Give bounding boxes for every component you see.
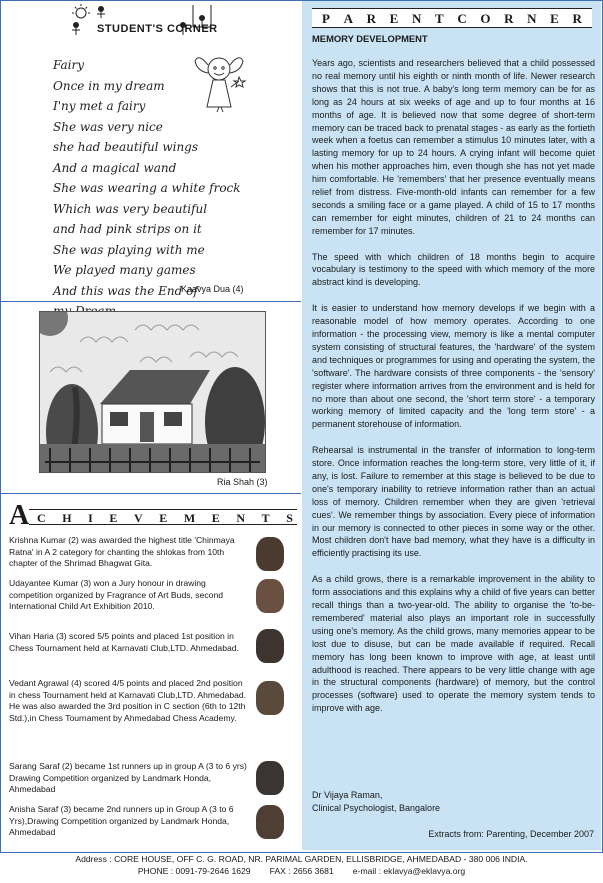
heading-letter: C: [37, 511, 46, 525]
heading-letter: E: [550, 11, 559, 26]
author-name: Dr Vijaya Raman,: [312, 790, 383, 800]
article-paragraph: Years ago, scientists and researchers believed that a child possessed no real memory until his eighth or ninth month of life. Newer research shows that this is not true. A baby's long term memory can be for as long as 24 hours at six weeks of age and up to four months at 16 months of age. It is believed now that some degree of short-term memory can be traced back to prenatal stages - as early as the fortieth week when a foetus can remember a stimulus 10 minutes later, with a lasting memory for up to 24 hours. A crying infant will become quiet when his mother approaches him, even though she has not yet made him comfortable. He 'remembers' that her presence eventually means relief from distress. Five-month-old infants can remember for a few seconds a smiling face or a game played. A child of 15 to 17 months can remember for eight minutes, children of 21 to 24 months can remember for 17 minutes.: [312, 58, 595, 236]
heading-letter: S: [286, 511, 293, 525]
student-photo: [256, 629, 284, 663]
author-title: Clinical Psychologist, Bangalore: [312, 803, 441, 813]
poem-credit: Kaavya Dua (4): [181, 284, 244, 294]
achievement-item: Sarang Saraf (2) became 1st runners up in group A (3 to 6 yrs) Drawing Competition organized by Landmark Honda, Ahmedabad: [9, 761, 247, 795]
poem-line: She was wearing a white frock: [53, 181, 241, 195]
article-body: [312, 57, 595, 728]
poem-line: And a magical wand: [53, 160, 177, 175]
poem-line: She was very nice: [53, 119, 163, 134]
heading-letter: N: [236, 511, 246, 525]
author-signature: [312, 789, 440, 815]
students-corner-title: STUDENT'S CORNER: [97, 23, 218, 35]
heading-letter: A: [343, 11, 353, 26]
drawing-credit: Ria Shah (3): [217, 477, 268, 487]
house-drawing-art: [40, 312, 265, 472]
article-paragraph: As a child grows, there is a remarkable improvement in the ability to form associations and this explains why a child of five years can better recall things than a two-year-old. The ability to organise the 'to-be-remembered' material also plays an important role in successfully using one's memory. As the child grows, many memories appear to be lost due to disuse, but can be made available if required. Recall memory has long been known to improve with age, at least until adulthood is reached. There appears to be very little change with age in the structural components (hardware) of memory, but the control processes (software) used to operate the memory system tends to improve with age.: [312, 574, 595, 714]
heading-letter: M: [183, 511, 196, 525]
poem-line: And this was the End of: [53, 283, 198, 298]
heading-letter: V: [134, 511, 143, 525]
heading-letter: P: [322, 11, 330, 26]
footer-contact: PHONE : 0091-79-2646 1629 FAX : 2656 3681 e-mail : eklavya@eklavya.org: [137, 866, 466, 876]
footer: [0, 853, 603, 877]
student-photo: [256, 761, 284, 795]
poem: [53, 55, 293, 322]
left-column: [1, 1, 301, 850]
article-subtitle: MEMORY DEVELOPMENT: [312, 33, 428, 44]
achievements-heading: [7, 500, 297, 531]
poem-line: We played many games: [53, 263, 196, 277]
poem-line: Fairy: [53, 58, 85, 72]
achievement-item: Krishna Kumar (2) was awarded the highest title 'Chinmaya Ratna' in A 2 category for chanting the shlokas from 10th chapter of the Shrimad Bhagwat Gita.: [9, 535, 235, 569]
poem-line: she had beautiful wings: [53, 140, 199, 154]
heading-letter: I: [88, 511, 93, 525]
parent-corner: [302, 1, 601, 850]
achievement-item: Anisha Saraf (3) became 2nd runners up in Group A (3 to 6 Yrs),Drawing Competition organized by Landmark Honda, Ahmedabad: [9, 804, 234, 838]
article-paragraph: It is easier to understand how memory develops if we begin with a reasonable model of how memory operates. According to one information - the processing view, memory is like a mental computer system consisting of structural features, the 'hardware' of the system and techniques or programmes for using and operating the system, the 'software'. The hardware consists of three components - the 'sensory' register where information arrives from the environment and is held for no more than about one second, the 'short term store' - a temporary working memory of limited capacity and the 'long term store' - a permanent storehouse of information.: [312, 303, 595, 430]
achievement-item: Vihan Haria (3) scored 5/5 points and placed 1st position in Chess Tournament held at Karnavati Club,LTD. Ahmedabad.: [9, 631, 239, 653]
poem-line: Which was very beautiful: [53, 201, 208, 216]
footer-address: Address : CORE HOUSE, OFF C. G. ROAD, NR. PARIMAL GARDEN, ELLISBRIDGE, AHMEDABAD - 380 006 INDIA.: [75, 854, 528, 864]
heading-letter: R: [572, 11, 582, 26]
poem-line: I'ny met a fairy: [53, 99, 146, 113]
divider: [1, 301, 301, 302]
student-photo: [256, 681, 284, 715]
poem-line: and had pink strips on it: [53, 222, 202, 236]
heading-letter: E: [109, 511, 118, 525]
poem-line: She was playing with me: [53, 242, 205, 257]
student-photo: [256, 537, 284, 571]
heading-letter: T: [435, 11, 444, 26]
student-photo: [256, 805, 284, 839]
heading-letter: R: [504, 11, 514, 26]
parent-corner-heading: [312, 8, 592, 28]
parent-corner-letters: [322, 11, 582, 27]
achievement-item: Vedant Agrawal (4) scored 4/5 points and placed 2nd position in chess Tournament held at Karnavati Club,LTD. Ahmedabad. He was also awarded the 3rd position in C section (6th to 12th Std.),in Chess Tournament by Ahmedabad Chess Academy.: [9, 678, 247, 723]
heading-letter: O: [480, 11, 491, 26]
heading-letter: R: [366, 11, 377, 26]
heading-letter: E: [211, 511, 220, 525]
extract-source: Extracts from: Parenting, December 2007: [428, 829, 594, 839]
students-corner: [1, 1, 301, 301]
divider: [1, 493, 301, 494]
heading-letter: C: [457, 11, 467, 26]
achievements-letters: [37, 511, 293, 526]
heading-letter: N: [411, 11, 422, 26]
student-photo: [256, 579, 284, 613]
heading-letter: T: [261, 511, 270, 525]
heading-letter: N: [527, 11, 537, 26]
house-drawing: [39, 311, 266, 473]
article-paragraph: The speed with which children of 18 months begin to acquire vocabulary is testimony to the speed with which memory of the more abstract kind is developing.: [312, 251, 595, 288]
achievement-item: Udayantee Kumar (3) won a Jury honour in drawing competition organized by Fragrance of Art Buds, second International Child Art Exhibition 2010.: [9, 578, 224, 612]
heading-letter: E: [159, 511, 168, 525]
heading-letter: H: [62, 511, 72, 525]
article-paragraph: Rehearsal is instrumental in the transfer of information to long-term store. Once information reaches the long-term store, very little of it, if any, is lost. Failure to remember at this stage is believed to be due to one's temporary inability to retrieve information rather than an actual loss of memory. Children remember when they are given 'retrieval cues'. We remember things by association. Every piece of information in our memory is connected to other pieces in some way or the other. Most children don't have bad memory, what they have is a difficulty in efficiently practising its use.: [312, 445, 595, 559]
poem-line: Once in my dream: [53, 78, 165, 93]
achievements-initial: A: [9, 500, 30, 531]
heading-letter: E: [389, 11, 399, 26]
